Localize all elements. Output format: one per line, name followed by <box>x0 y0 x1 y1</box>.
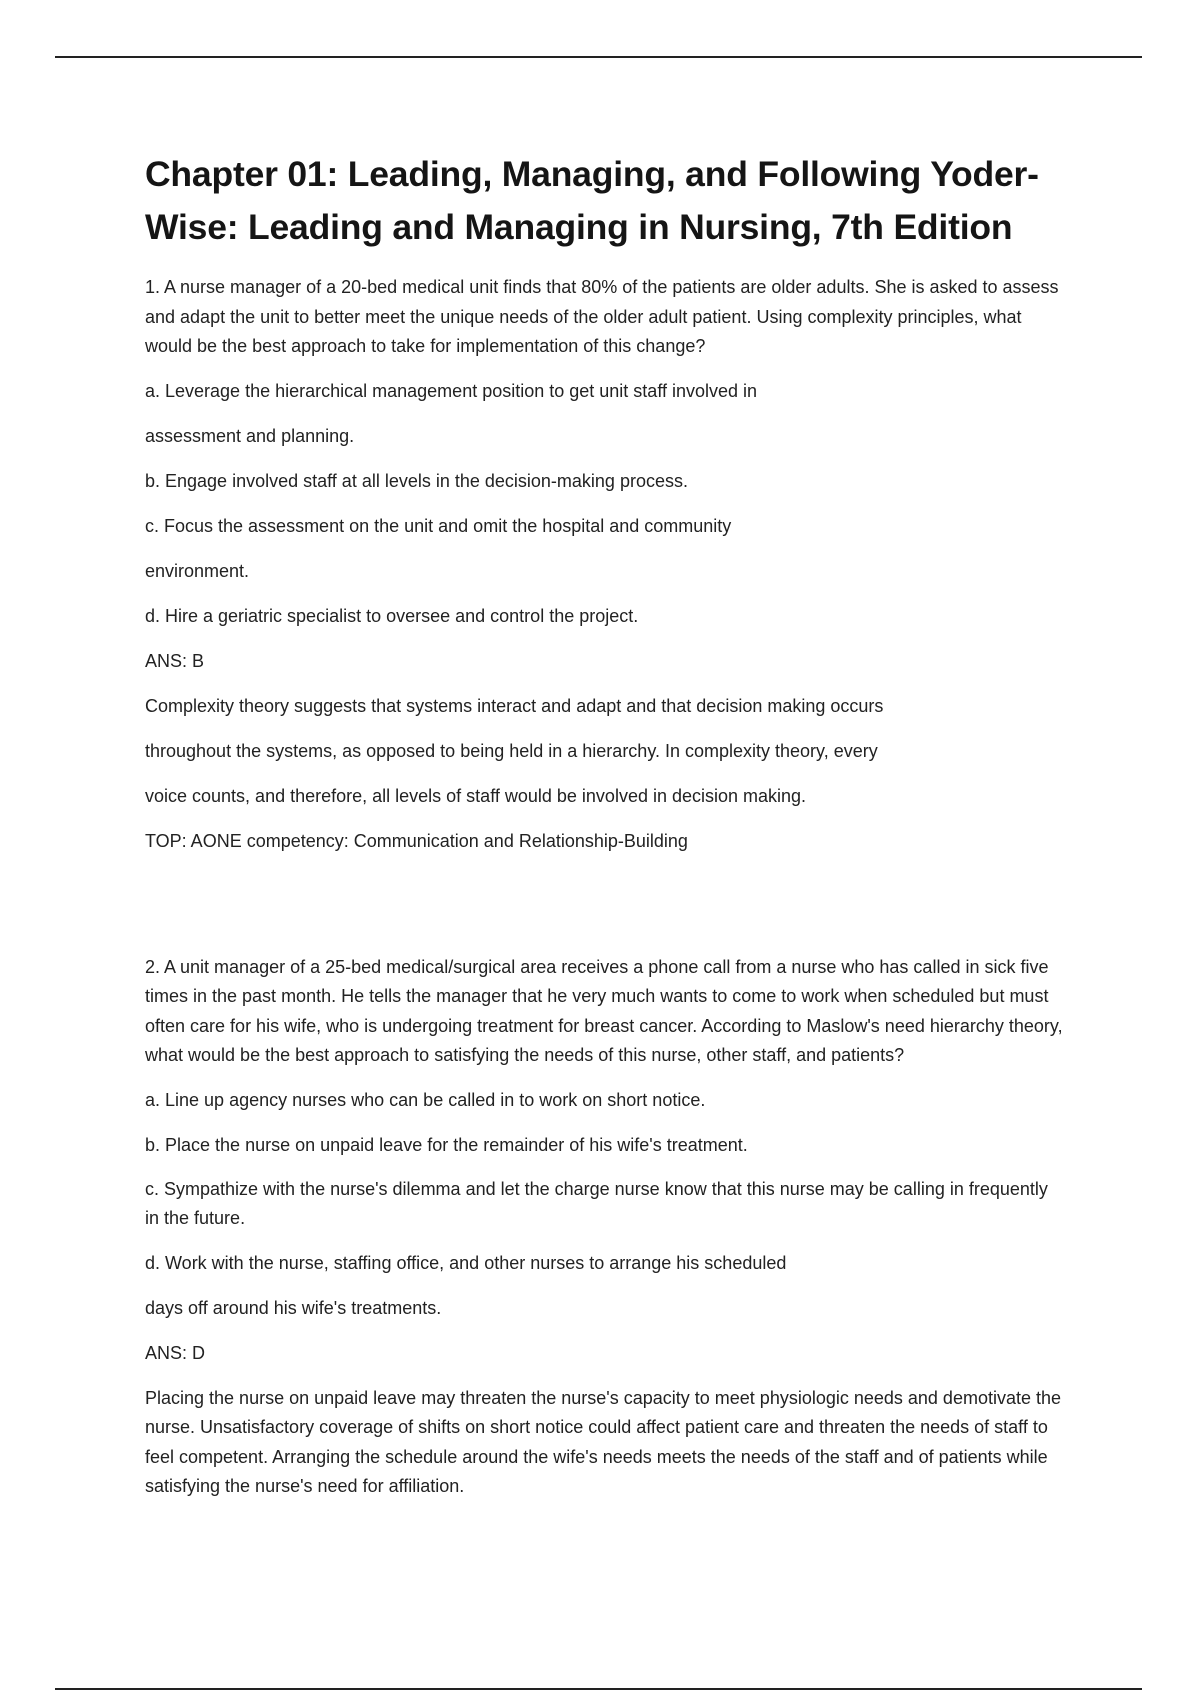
question-1-option-c-cont: environment. <box>145 560 250 581</box>
document-page <box>145 148 1065 1502</box>
question-2-rationale: Placing the nurse on unpaid leave may threaten the nurse's capacity to meet physiologic needs and demotivate the nurse. Unsatisfactory coverage of shifts on short notice could affect patient care and threaten the needs of staff to feel competent. Arranging the schedule around the wife's needs meets the needs of the staff and of patients while satisfying the nurse's need for affiliation. <box>145 1387 1062 1496</box>
question-1-option-a: a. Leverage the hierarchical management position to get unit staff involved in <box>145 380 758 401</box>
question-1-rationale-line-1: Complexity theory suggests that systems interact and adapt and that decision making occurs <box>145 695 884 716</box>
question-2-option-b: b. Place the nurse on unpaid leave for the remainder of his wife's treatment. <box>145 1134 748 1155</box>
question-1 <box>145 273 1065 856</box>
question-1-stem: 1. A nurse manager of a 20-bed medical unit finds that 80% of the patients are older adults. She is asked to assess and adapt the unit to better meet the unique needs of the older adult patient. Using complexity principles, what would be the best approach to take for implementation of this change? <box>145 277 1059 356</box>
question-1-option-b: b. Engage involved staff at all levels in the decision-making process. <box>145 470 688 491</box>
chapter-title: Chapter 01: Leading, Managing, and Following Yoder-Wise: Leading and Managing in Nursing, 7th Edition <box>145 154 1039 247</box>
bottom-rule <box>55 1688 1142 1690</box>
question-1-topic: TOP: AONE competency: Communication and Relationship-Building <box>145 830 688 851</box>
question-2-option-d: d. Work with the nurse, staffing office, and other nurses to arrange his scheduled <box>145 1252 787 1273</box>
question-2-stem: 2. A unit manager of a 25-bed medical/surgical area receives a phone call from a nurse who has called in sick five times in the past month. He tells the manager that he very much wants to come to work when scheduled but must often care for his wife, who is undergoing treatment for breast cancer. According to Maslow's need hierarchy theory, what would be the best approach to satisfying the needs of this nurse, other staff, and patients? <box>145 956 1063 1065</box>
question-2 <box>145 953 1065 1502</box>
question-1-rationale-line-2: throughout the systems, as opposed to being held in a hierarchy. In complexity theory, every <box>145 740 878 761</box>
question-1-answer: ANS: B <box>145 650 205 671</box>
top-rule <box>55 56 1142 58</box>
question-1-rationale-line-3: voice counts, and therefore, all levels of staff would be involved in decision making. <box>145 785 807 806</box>
question-1-option-a-cont: assessment and planning. <box>145 425 355 446</box>
question-2-answer: ANS: D <box>145 1342 206 1363</box>
question-1-option-c: c. Focus the assessment on the unit and omit the hospital and community <box>145 515 732 536</box>
question-2-option-d-cont: days off around his wife's treatments. <box>145 1297 442 1318</box>
question-2-option-a: a. Line up agency nurses who can be called in to work on short notice. <box>145 1089 706 1110</box>
question-1-option-d: d. Hire a geriatric specialist to oversee and control the project. <box>145 605 639 626</box>
question-2-option-c: c. Sympathize with the nurse's dilemma and let the charge nurse know that this nurse may be calling in frequently in the future. <box>145 1178 1048 1228</box>
